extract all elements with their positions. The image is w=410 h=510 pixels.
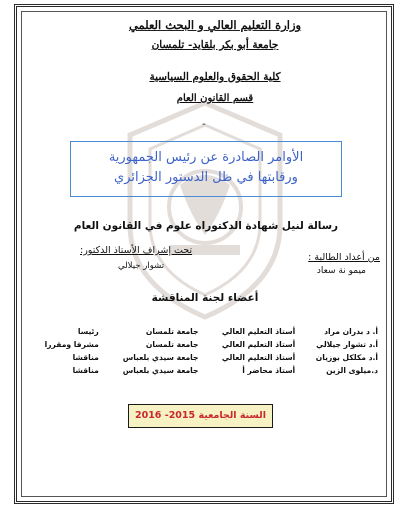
table-row (28, 351, 380, 364)
separator-dash: - (202, 119, 206, 130)
member-institution: جامعة تلمسان (145, 327, 199, 336)
member-name: د.ميلوى الزين (326, 366, 378, 375)
committee-members-table (28, 325, 380, 377)
preparer-name: ميمو نة سعاد (316, 266, 366, 276)
university-name: جامعة أبو بكر بلقايد- تلمسان (151, 39, 279, 51)
thesis-title-box (70, 141, 342, 197)
member-role: مناقشا (72, 366, 99, 375)
thesis-title-line2: ورقابتها في ظل الدستور الجزائري (114, 170, 298, 185)
member-name: أ.د مكلكل بوزيان (315, 353, 378, 362)
table-row (28, 325, 380, 338)
member-name: أ.د تشوار جيلالي (316, 340, 378, 349)
supervisor-label: تحت إشراف الأستاذ الدكتور: (80, 245, 193, 256)
member-rank: أستاذ التعليم العالي (221, 340, 296, 349)
department-name: قسم القانون العام (176, 93, 254, 104)
academic-year-box: السنة الجامعية 2015- 2016 (128, 404, 273, 428)
member-role: مشرفا ومقررا (44, 340, 99, 349)
preparer-label: من أعداد الطالبة : (308, 252, 380, 263)
table-row (28, 338, 380, 351)
table-row (28, 364, 380, 377)
committee-heading: أعضاء لجنة المناقشة (151, 292, 259, 304)
member-role: رئيسا (77, 327, 99, 336)
member-name: أ. د بدران مراد (324, 327, 378, 336)
member-role: مناقشا (72, 353, 99, 362)
faculty-name: كلية الحقوق والعلوم السياسية (149, 71, 281, 83)
member-institution: جامعة سيدي بلعباس (122, 353, 199, 362)
member-rank: أستاذ التعليم العالي (221, 327, 296, 336)
ministry-name: وزارة التعليم العالي و البحث العلمي (128, 18, 302, 32)
member-institution: جامعة سيدي بلعباس (122, 366, 199, 375)
member-rank: أستاذ محاضر أ (242, 366, 296, 375)
member-institution: جامعة تلمسان (145, 340, 199, 349)
supervisor-name: تشوار جيلالي (118, 261, 165, 271)
thesis-statement: رسالة لنيل شهادة الدكتوراه علوم في القانون العام (73, 220, 339, 232)
thesis-title-line1: الأوامر الصادرة عن رئيس الجمهورية (108, 150, 304, 165)
member-rank: أستاذ التعليم العالي (221, 353, 296, 362)
